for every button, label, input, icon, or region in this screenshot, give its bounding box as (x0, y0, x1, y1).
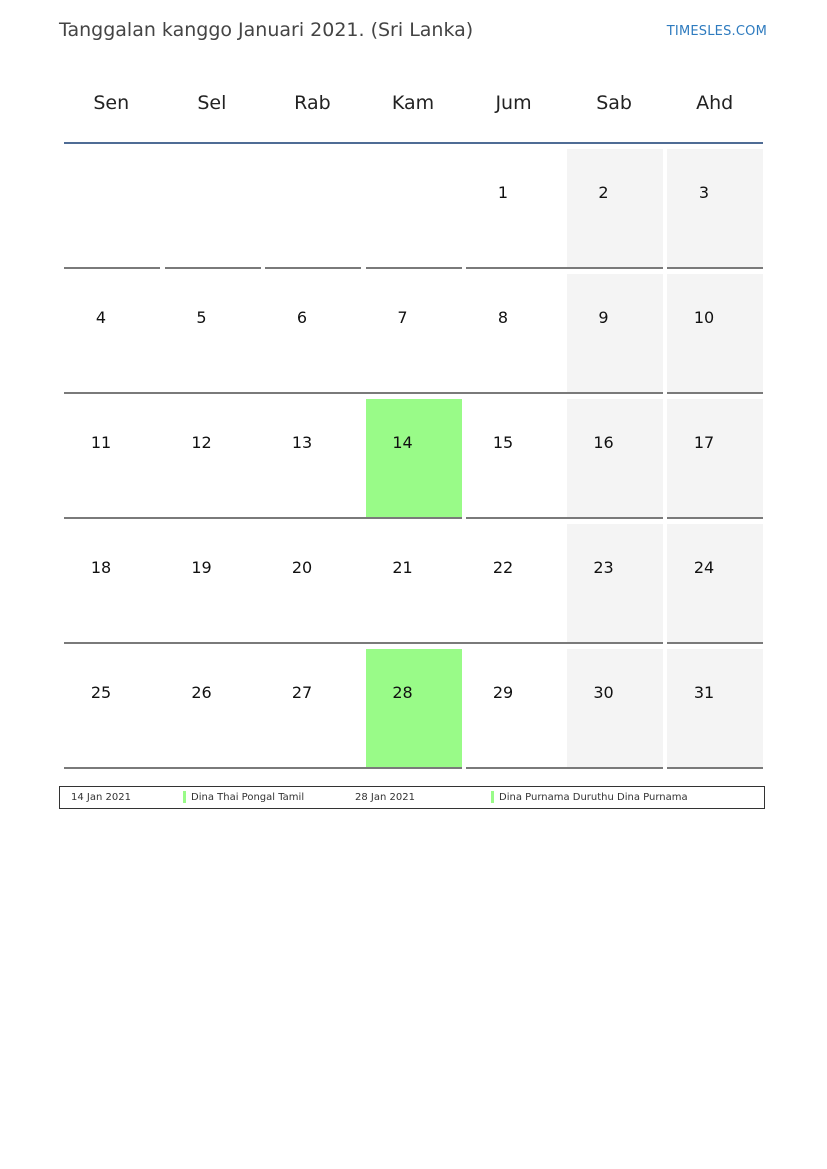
day-number: 26 (191, 683, 212, 702)
calendar-day-holiday (366, 399, 462, 519)
calendar-day (64, 274, 165, 394)
day-number: 10 (693, 308, 715, 327)
calendar-day (466, 524, 567, 644)
weekday-label: Sel (197, 92, 227, 114)
calendar-day-empty (366, 149, 462, 269)
calendar-day (567, 649, 663, 769)
page-title: Tanggalan kanggo Januari 2021. (Sri Lanka) (59, 19, 474, 41)
weekday-header-row (61, 92, 765, 114)
calendar-day (466, 649, 567, 769)
calendar-day (265, 524, 366, 644)
day-number: 3 (698, 183, 710, 202)
day-number: 2 (598, 183, 609, 202)
calendar-day (165, 274, 266, 394)
calendar-day (466, 149, 567, 269)
day-number: 1 (497, 183, 509, 202)
day-number: 11 (90, 433, 112, 452)
day-number: 18 (90, 558, 112, 577)
weekday-label: Ahd (696, 92, 734, 114)
header-divider (64, 142, 763, 144)
day-number: 30 (593, 683, 614, 702)
calendar-day-holiday (366, 649, 462, 769)
day-number: 8 (497, 308, 509, 327)
calendar-day-empty (265, 149, 361, 269)
day-number: 25 (90, 683, 112, 702)
calendar-day (64, 524, 165, 644)
calendar-day (366, 274, 467, 394)
calendar-day (567, 399, 663, 519)
day-number: 28 (392, 683, 413, 702)
weekday-label: Jum (495, 92, 532, 114)
calendar-day (567, 524, 663, 644)
calendar-day (466, 274, 567, 394)
calendar-day (165, 524, 266, 644)
day-number: 29 (492, 683, 514, 702)
weekday-label: Sen (93, 92, 130, 114)
legend-date: 14 Jan 2021 (71, 792, 131, 803)
calendar-day (366, 524, 467, 644)
calendar-day (667, 274, 763, 394)
day-number: 17 (693, 433, 715, 452)
calendar-day (667, 399, 763, 519)
day-number: 5 (196, 308, 207, 327)
calendar-day-empty (64, 149, 160, 269)
legend-date: 28 Jan 2021 (355, 792, 415, 803)
calendar-day (64, 399, 165, 519)
day-number: 15 (492, 433, 514, 452)
day-number: 22 (492, 558, 514, 577)
day-number: 20 (291, 558, 313, 577)
day-number: 14 (392, 433, 413, 452)
legend-color-marker (183, 791, 186, 803)
calendar-day-empty (165, 149, 261, 269)
calendar-day (265, 399, 366, 519)
calendar-day (667, 149, 763, 269)
calendar-day (265, 274, 366, 394)
legend-color-marker (491, 791, 494, 803)
day-number: 7 (397, 308, 408, 327)
day-number: 6 (296, 308, 308, 327)
day-number: 23 (593, 558, 614, 577)
weekday-label: Sab (596, 92, 632, 114)
day-number: 16 (593, 433, 614, 452)
calendar-day (567, 149, 663, 269)
calendar-day (64, 649, 165, 769)
legend-holiday-name: Dina Purnama Duruthu Dina Purnama (499, 792, 688, 803)
day-number: 24 (693, 558, 715, 577)
day-number: 21 (392, 558, 413, 577)
day-number: 19 (191, 558, 212, 577)
brand-link[interactable]: TIMESLES.COM (666, 24, 767, 39)
calendar-day (466, 399, 567, 519)
day-number: 27 (291, 683, 313, 702)
calendar-day (667, 649, 763, 769)
day-number: 4 (95, 308, 107, 327)
weekday-label: Rab (294, 92, 331, 114)
calendar-day (567, 274, 663, 394)
calendar-day (667, 524, 763, 644)
calendar-day (265, 649, 366, 769)
calendar-grid (64, 149, 763, 769)
day-number: 9 (598, 308, 609, 327)
legend-holiday-name: Dina Thai Pongal Tamil (191, 792, 305, 803)
calendar-day (165, 649, 266, 769)
calendar-day (165, 399, 266, 519)
day-number: 13 (291, 433, 313, 452)
day-number: 12 (191, 433, 212, 452)
holiday-legend (59, 786, 765, 809)
day-number: 31 (693, 683, 715, 702)
weekday-label: Kam (391, 92, 435, 114)
